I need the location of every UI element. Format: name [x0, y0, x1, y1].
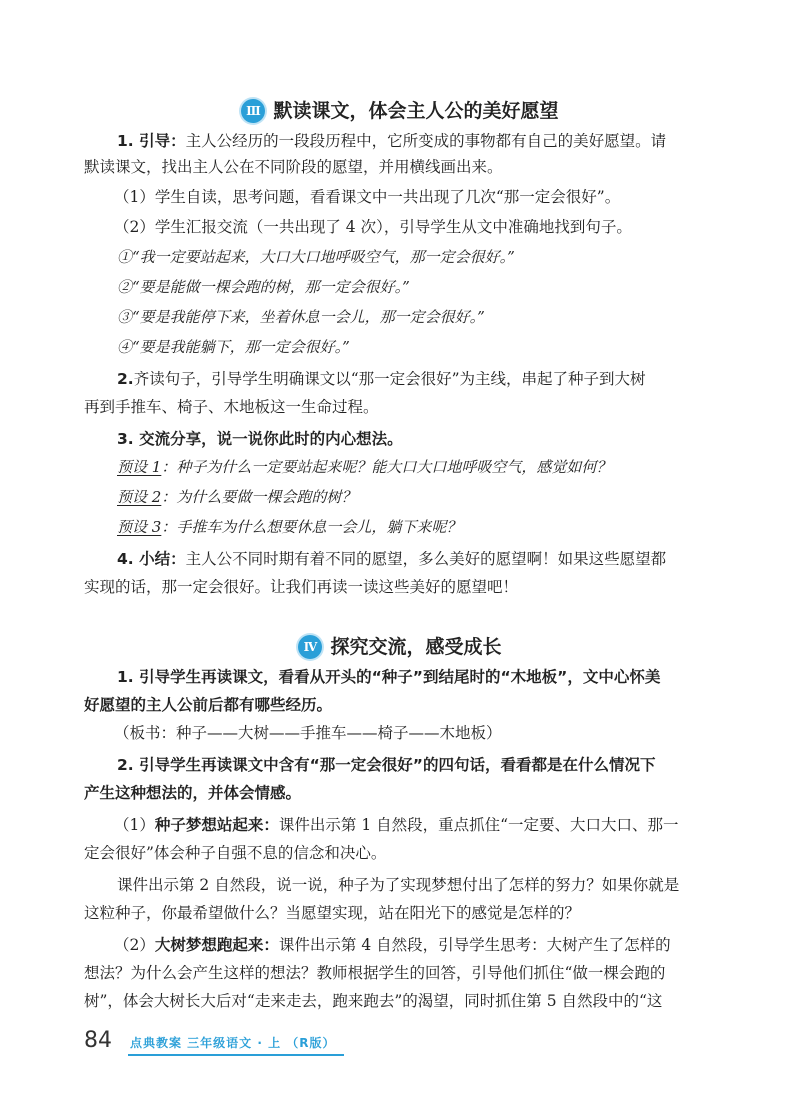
s3-paragraph-4-line-1 — [0, 546, 800, 572]
preset-1-label: 预设 1 — [117, 458, 162, 476]
s3-p1-label: 1. 引导： — [117, 132, 186, 150]
s3-p1-text-1: 主人公经历的一段段历程中，它所变成的事物都有自己的美好愿望。请 — [185, 132, 667, 150]
section-3-title: 默读课文，体会主人公的美好愿望 — [273, 100, 559, 122]
s4-sub-2-line-1 — [0, 932, 800, 958]
preset-1-text: ：种子为什么一定要站起来呢？能大口大口地呼吸空气，感觉如何？ — [161, 458, 612, 476]
s4-sub-1-text: 课件出示第 1 自然段，重点抓住“一定要、大口大口、那一 — [278, 816, 679, 834]
section-4-badge: Ⅳ — [298, 635, 322, 659]
s3-quote-1: ①“我一定要站起来，大口大口地呼吸空气，那一定会很好。” — [117, 248, 515, 266]
s4-paragraph-2-line-1: 2. 引导学生再读课文中含有“那一定会很好”的四句话，看看都是在什么情况下 — [117, 756, 656, 774]
s4-sub-1-line-2: 定会很好”体会种子自强不息的信念和决心。 — [84, 844, 387, 862]
s4-sub-1b-line-2: 这粒种子，你最希望做什么？当愿望实现，站在阳光下的感觉是怎样的？ — [84, 904, 581, 922]
s3-p4-text-1: 主人公不同时期有着不同的愿望，多么美好的愿望啊！如果这些愿望都 — [185, 550, 667, 568]
s4-sub-1-line-1 — [0, 812, 800, 838]
page-number: 84 — [84, 1028, 112, 1053]
s4-sub-1-number: （1） — [114, 816, 155, 834]
s3-sub-1: （1）学生自读，思考问题，看看课文中一共出现了几次“那一定会很好”。 — [114, 188, 621, 206]
s3-quote-4: ④“要是我能躺下，那一定会很好。” — [117, 338, 350, 356]
s3-paragraph-3: 3. 交流分享，说一说你此时的内心想法。 — [117, 430, 403, 448]
s4-board-note: （板书：种子——大树——手推车——椅子——木地板） — [114, 724, 502, 742]
s3-p2-label: 2. — [117, 370, 134, 388]
s3-paragraph-2-line-1 — [0, 366, 800, 392]
s4-sub-2-label: 大树梦想跑起来： — [154, 936, 279, 954]
s4-paragraph-2-line-2: 产生这种想法的，并体会情感。 — [84, 784, 302, 802]
s3-quote-2: ②“要是能做一棵会跑的树，那一定会很好。” — [117, 278, 410, 296]
preset-3-label: 预设 3 — [117, 518, 162, 536]
s3-paragraph-1-line-2: 默读课文，找出主人公在不同阶段的愿望，并用横线画出来。 — [84, 158, 503, 176]
s4-sub-1b-line-1: 课件出示第 2 自然段，说一说，种子为了实现梦想付出了怎样的努力？如果你就是 — [117, 876, 680, 894]
preset-3-text: ：手推车为什么想要休息一会儿，躺下来呢？ — [161, 518, 462, 536]
s4-sub-2-line-2: 想法？为什么会产生这样的想法？教师根据学生的回答，引导他们抓住“做一棵会跑的 — [84, 964, 666, 982]
s3-preset-1 — [0, 454, 800, 480]
s3-paragraph-4-line-2: 实现的话，那一定会很好。让我们再读一读这些美好的愿望吧！ — [84, 578, 519, 596]
s3-preset-2 — [0, 484, 800, 510]
s4-sub-1-label: 种子梦想站起来： — [154, 816, 279, 834]
s3-quote-3: ③“要是我能停下来，坐着休息一会儿，那一定会很好。” — [117, 308, 485, 326]
s4-sub-2-number: （2） — [114, 936, 155, 954]
s4-paragraph-1-line-1: 1. 引导学生再读课文，看看从开头的“种子”到结尾时的“木地板”，文中心怀美 — [117, 668, 661, 686]
section-3-badge: Ⅲ — [241, 99, 265, 123]
s3-preset-3 — [0, 514, 800, 540]
s4-sub-2-text: 课件出示第 4 自然段，引导学生思考：大树产生了怎样的 — [278, 936, 671, 954]
s3-paragraph-2-line-2: 再到手推车、椅子、木地板这一生命过程。 — [84, 398, 379, 416]
s3-paragraph-1-line-1 — [0, 128, 800, 154]
s3-p4-label: 4. 小结： — [117, 550, 186, 568]
preset-2-text: ：为什么要做一棵会跑的树？ — [161, 488, 357, 506]
s3-sub-2: （2）学生汇报交流（一共出现了 4 次），引导学生从文中准确地找到句子。 — [114, 218, 632, 236]
s4-paragraph-1-line-2: 好愿望的主人公前后都有哪些经历。 — [84, 696, 333, 714]
footer-rule — [128, 1054, 344, 1056]
book-title: 点典教案 三年级语文 · 上 （R版） — [130, 1036, 336, 1050]
s3-p2-text-1: 齐读句子，引导学生明确课文以“那一定会很好”为主线，串起了种子到大树 — [133, 370, 646, 388]
preset-2-label: 预设 2 — [117, 488, 162, 506]
section-3-heading — [0, 96, 800, 126]
s4-sub-2-line-3: 树”，体会大树长大后对“走来走去，跑来跑去”的渴望，同时抓住第 5 自然段中的“这 — [84, 992, 663, 1010]
section-4-title: 探究交流，感受成长 — [330, 636, 502, 658]
section-4-heading — [0, 632, 800, 662]
